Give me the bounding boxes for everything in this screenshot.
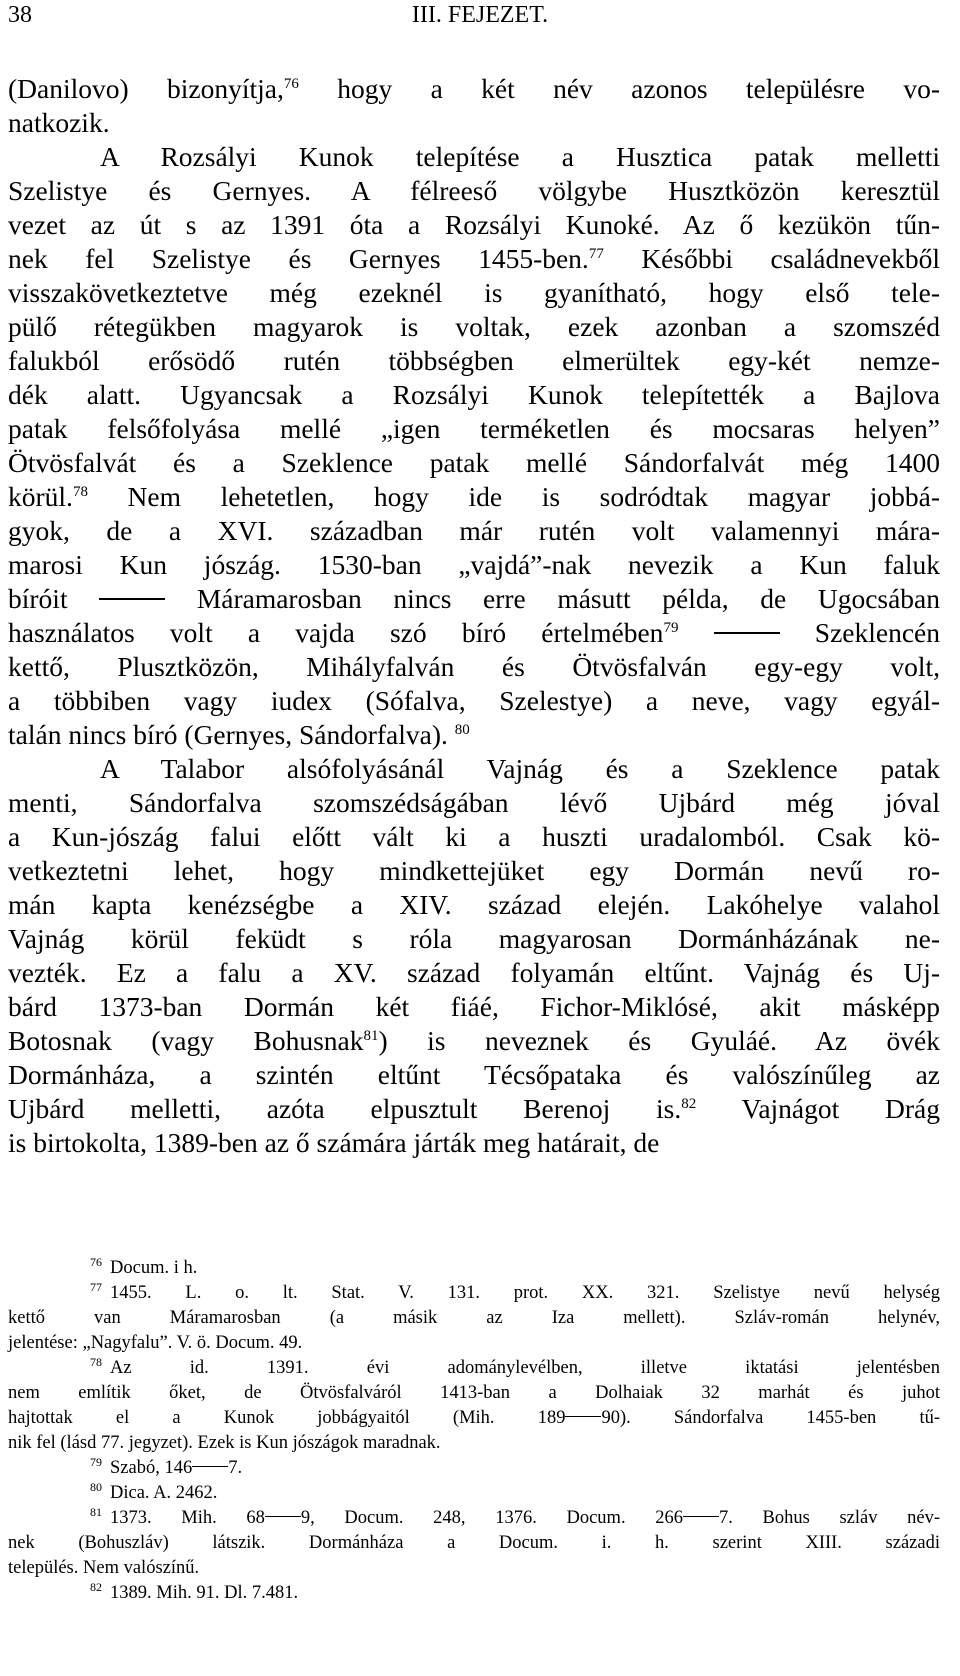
page-header bbox=[0, 0, 960, 30]
text-line: Szelistye és Gernyes. A félreeső völgybe Husztközön keresztül bbox=[8, 175, 940, 206]
text-line: vezték. Ez a falu a XV. század folyamán eltűnt. Vajnág és Uj- bbox=[8, 957, 940, 988]
text-line: Ötvösfalvát és a Szeklence patak mellé Sándorfalvát még 1400 bbox=[8, 447, 940, 478]
footnote-77: $^{77}$ 1455. L. o. lt. Stat. V. 131. prot. XX. 321. Szelistye nevű helység bbox=[90, 1280, 940, 1303]
text-line: a Kun-jószág falui előtt vált ki a huszti uradalomból. Csak kö- bbox=[8, 821, 940, 852]
paragraph-start: A Rozsályi Kunok telepítése a Husztica patak melletti bbox=[100, 141, 940, 172]
text-line: menti, Sándorfalva szomszédságában lévő Ujbárd még jóval bbox=[8, 787, 940, 818]
text-line: használatos volt a vajda szó bíró értelmében$^{79}$ Szeklencén bbox=[8, 617, 940, 648]
text-line: Ujbárd melletti, azóta elpusztult Berenoj is.$^{82}$ Vajnágot Drág bbox=[8, 1093, 940, 1124]
footnote-ref: 77 bbox=[588, 246, 604, 262]
main-text bbox=[8, 72, 940, 1160]
footnote-78: $^{78}$ Az id. 1391. évi adománylevélben, illetve iktatási jelentésben bbox=[90, 1355, 940, 1378]
text-line: bárd 1373-ban Dormán két fiáé, Fichor-Miklósé, akit másképp bbox=[8, 991, 940, 1022]
footnote-line: kettő van Máramarosban (a másik az Iza mellett). Szláv-román helynév, bbox=[8, 1308, 940, 1328]
em-dash bbox=[683, 1516, 719, 1517]
text-line: Vajnág körül feküdt s róla magyarosan Dormánházának ne- bbox=[8, 923, 940, 954]
footnote-76: $^{76}$ Docum. i h. bbox=[90, 1255, 198, 1278]
footnote-line: település. Nem valószínű. bbox=[8, 1558, 200, 1578]
footnote-ref: 79 bbox=[663, 620, 679, 636]
footnote-82: $^{82}$ 1389. Mih. 91. Dl. 7.481. bbox=[90, 1580, 299, 1603]
footnote-line: nek (Bohuszláv) látszik. Dormánháza a Docum. i. h. szerint XIII. századi bbox=[8, 1533, 940, 1553]
em-dash bbox=[192, 1466, 228, 1467]
text-line: falukból erősödő rutén többségben elmerültek egy-két nemze- bbox=[8, 345, 940, 376]
footnote-line: jelentése: „Nagyfalu”. V. ö. Docum. 49. bbox=[8, 1333, 303, 1353]
text-line: Dormánháza, a szintén eltűnt Técsőpataka és valószínűleg az bbox=[8, 1059, 940, 1090]
chapter-title: III. FEJEZET. bbox=[411, 2, 549, 28]
footnote-80: $^{80}$ Dica. A. 2462. bbox=[90, 1480, 218, 1503]
paragraph-start: A Talabor alsófolyásánál Vajnág és a Szeklence patak bbox=[100, 753, 940, 784]
text-line: Botosnak (vagy Bohusnak$^{81}$) is neveznek és Gyuláé. Az övék bbox=[8, 1025, 940, 1056]
text-line: (Danilovo) bizonyítja,$^{76}$ hogy a két név azonos településre vo- bbox=[8, 73, 940, 104]
footnote-79: $^{79}$ Szabó, 146 7. bbox=[90, 1455, 243, 1478]
text-line: kettő, Plusztközön, Mihályfalván és Ötvösfalván egy-egy volt, bbox=[8, 651, 940, 682]
text-line: vezet az út s az 1391 óta a Rozsályi Kunoké. Az ő kezükön tűn- bbox=[8, 209, 940, 240]
footnote-line: hajtottak el a Kunok jobbágyaitól (Mih. 189 90). Sándorfalva 1455-ben tű- bbox=[8, 1408, 941, 1428]
text-line: patak felsőfolyása mellé „igen terméketlen és mocsaras helyen” bbox=[8, 413, 940, 444]
footnote-ref: 82 bbox=[681, 1096, 697, 1112]
em-dash bbox=[265, 1516, 301, 1517]
em-dash bbox=[714, 632, 780, 634]
footnote-81: $^{81}$ 1373. Mih. 68 9, Docum. 248, 1376. Docum. 266 7. Bohus szláv név- bbox=[90, 1505, 940, 1528]
text-line: is birtokolta, 1389-ben az ő számára járták meg határait, de bbox=[8, 1127, 660, 1158]
text-line: natkozik. bbox=[8, 107, 110, 138]
text-line: vetkeztetni lehet, hogy mindkettejüket egy Dormán nevű ro- bbox=[8, 855, 940, 886]
text-line: dék alatt. Ugyancsak a Rozsályi Kunok telepítették a Bajlova bbox=[8, 379, 940, 410]
footnote-ref: 76 bbox=[283, 76, 299, 92]
text-line: talán nincs bíró (Gernyes, Sándorfalva). $^{80}$ bbox=[8, 719, 470, 750]
em-dash bbox=[565, 1416, 601, 1417]
footnote-line: nik fel (lásd 77. jegyzet). Ezek is Kun jószágok maradnak. bbox=[8, 1433, 441, 1453]
em-dash bbox=[99, 598, 165, 600]
footnotes bbox=[8, 1256, 940, 1606]
footnote-line: nem említik őket, de Ötvösfalváról 1413-ban a Dolhaiak 32 marhát és juhot bbox=[8, 1383, 940, 1403]
footnote-ref: 80 bbox=[454, 722, 470, 738]
text-line: visszakövetkeztetve még ezeknél is gyanítható, hogy első tele- bbox=[8, 277, 940, 308]
text-line: nek fel Szelistye és Gernyes 1455-ben.$^{77}$ Későbbi családnevekből bbox=[8, 243, 940, 274]
text-line: körül.$^{78}$ Nem lehetetlen, hogy ide is sodródtak magyar jobbá- bbox=[8, 481, 940, 512]
text-line: bíróit Máramarosban nincs erre másutt példa, de Ugocsában bbox=[8, 583, 941, 614]
page-number: 38 bbox=[8, 2, 32, 28]
text-line: a többiben vagy iudex (Sófalva, Szelestye) a neve, vagy egyál- bbox=[8, 685, 940, 716]
text-line: pülő rétegükben magyarok is voltak, ezek azonban a szomszéd bbox=[8, 311, 940, 342]
text-line: mán kapta kenézségbe a XIV. század elején. Lakóhelye valahol bbox=[8, 889, 940, 920]
footnote-ref: 78 bbox=[72, 484, 88, 500]
text-line: gyok, de a XVI. században már rutén volt valamennyi mára- bbox=[8, 515, 940, 546]
text-line: marosi Kun jószág. 1530-ban „vajdá”-nak nevezik a Kun faluk bbox=[8, 549, 940, 580]
footnote-ref: 81 bbox=[363, 1028, 379, 1044]
